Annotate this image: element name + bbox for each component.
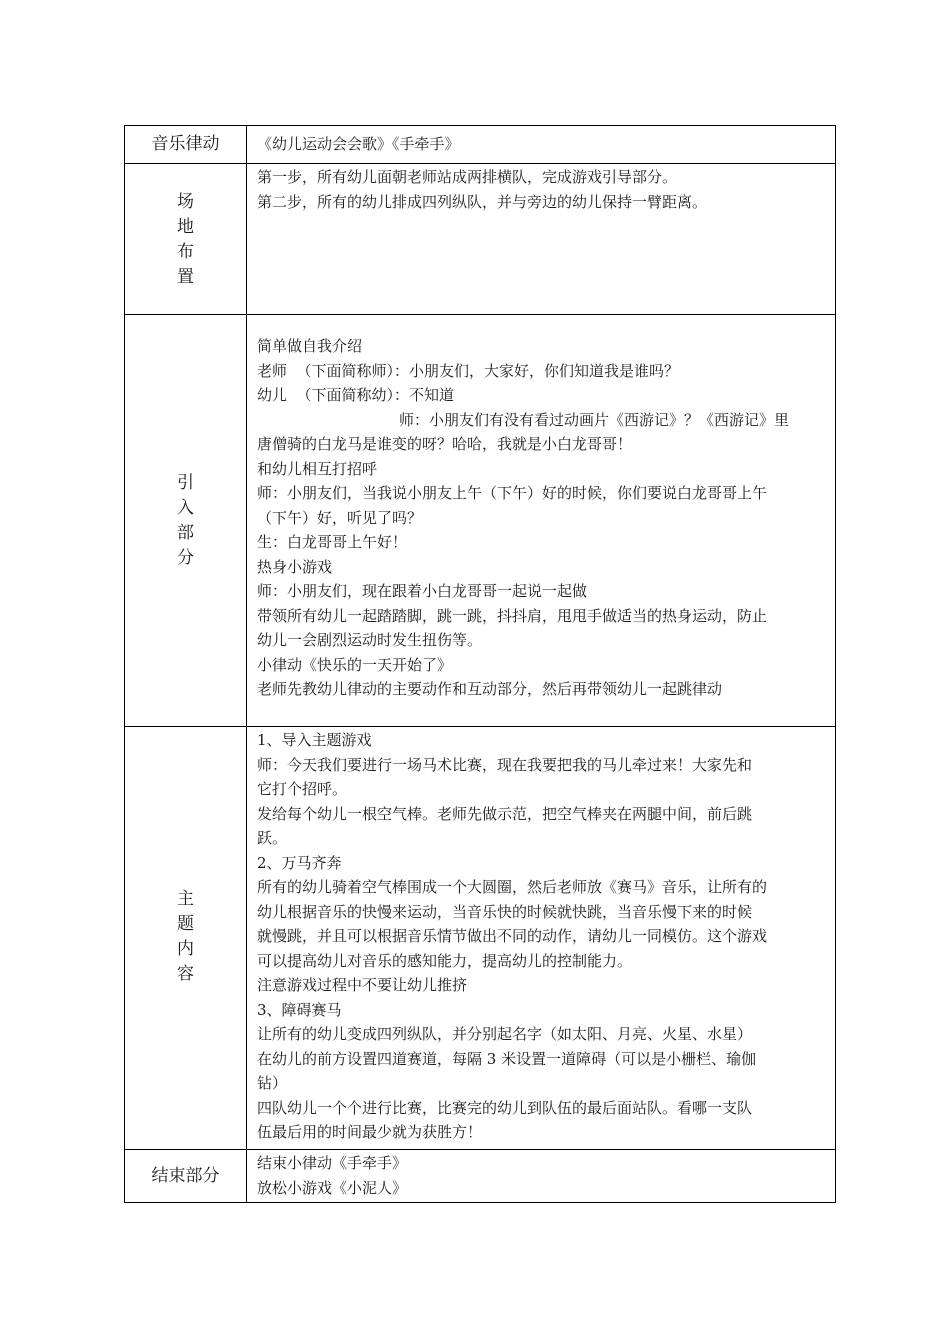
theme-line: 2、万马齐奔 [257, 853, 342, 872]
intro-line: （下午）好，听见了吗？ [257, 508, 423, 527]
theme-line: 幼儿根据音乐的快慢来运动，当音乐快的时候就快跳，当音乐慢下来的时候 [257, 902, 753, 921]
intro-line: 唐僧骑的白龙马是谁变的呀？哈哈，我就是小白龙哥哥！ [257, 435, 633, 453]
theme-line: 钻） [257, 1074, 288, 1092]
theme-label-char: 主 [177, 889, 194, 909]
theme-content-row [125, 727, 836, 1150]
intro-label-char: 分 [177, 548, 194, 568]
theme-line: 让所有的幼儿变成四列纵队，并分别起名字（如太阳、月亮、火星、水星） [257, 1025, 753, 1043]
theme-line: 在幼儿的前方设置四道赛道，每隔 3 米设置一道障碍（可以是小栅栏、瑜伽 [257, 1049, 757, 1068]
intro-line: 老师 （下面简称师）：小朋友们，大家好，你们知道我是谁吗？ [257, 361, 680, 380]
theme-content-label [125, 727, 246, 987]
venue-setup-content-cell [247, 164, 836, 315]
intro-line: 生：白龙哥哥上午好！ [257, 533, 408, 551]
ending-line: 放松小游戏《小泥人》 [257, 1178, 408, 1197]
venue-label-char: 地 [177, 217, 194, 237]
music-rhythm-content-cell [247, 126, 836, 164]
theme-label-char: 容 [177, 964, 194, 984]
theme-line: 伍最后用的时间最少就为获胜方！ [257, 1123, 483, 1141]
intro-label-char: 入 [177, 498, 194, 518]
theme-line: 3、障碍赛马 [257, 1000, 342, 1019]
intro-section-label-cell [125, 315, 247, 727]
theme-label-char: 内 [177, 939, 194, 959]
music-rhythm-content: 《幼儿运动会会歌》《手牵手》 [257, 135, 460, 153]
ending-section-label-cell [125, 1150, 247, 1203]
intro-line: 师：小朋友们，现在跟着小白龙哥哥一起说一起做 [257, 582, 588, 600]
venue-line: 第二步，所有的幼儿排成四列纵队，并与旁边的幼儿保持一臂距离。 [257, 192, 708, 211]
lesson-plan-table [124, 125, 836, 1203]
theme-label-char: 题 [177, 914, 194, 934]
intro-line: 老师先教幼儿律动的主要动作和互动部分，然后再带领幼儿一起跳律动 [257, 680, 723, 698]
intro-line: 热身小游戏 [257, 557, 333, 576]
venue-setup-row [125, 164, 836, 315]
theme-line: 跃。 [257, 829, 288, 847]
theme-line: 就慢跳，并且可以根据音乐情节做出不同的动作，请幼儿一同模仿。这个游戏 [257, 927, 768, 945]
intro-line: 幼儿一会剧烈运动时发生扭伤等。 [257, 631, 483, 649]
music-rhythm-label: 音乐律动 [151, 134, 220, 154]
theme-line: 师：今天我们要进行一场马术比赛，现在我要把我的马儿牵过来！大家先和 [257, 755, 753, 774]
theme-content-content-cell [247, 727, 836, 1150]
venue-setup-label-cell [125, 164, 247, 315]
intro-line: 幼儿 （下面简称幼）：不知道 [257, 386, 455, 404]
intro-section-label [125, 315, 246, 571]
theme-line: 1、导入主题游戏 [257, 731, 372, 749]
intro-line: 简单做自我介绍 [257, 337, 363, 355]
theme-line: 它打个招呼。 [257, 780, 348, 798]
venue-label-char: 布 [177, 242, 194, 262]
theme-line: 四队幼儿一个个进行比赛，比赛完的幼儿到队伍的最后面站队。看哪一支队 [257, 1098, 753, 1117]
intro-line: 师：小朋友们，当我说小朋友上午（下午）好的时候，你们要说白龙哥哥上午 [257, 484, 768, 502]
music-rhythm-row [125, 126, 836, 164]
intro-line: 和幼儿相互打招呼 [257, 459, 378, 478]
intro-label-char: 引 [177, 473, 194, 493]
intro-section-content-cell [247, 315, 836, 727]
theme-content-label-cell [125, 727, 247, 1150]
venue-label-char: 场 [177, 192, 194, 212]
ending-section-content-cell [247, 1150, 836, 1203]
intro-label-char: 部 [177, 523, 194, 543]
theme-line: 所有的幼儿骑着空气棒围成一个大圆圈，然后老师放《赛马》音乐，让所有的 [257, 878, 768, 896]
venue-label-char: 置 [177, 267, 194, 287]
ending-section-label: 结束部分 [151, 1166, 220, 1186]
music-rhythm-label-cell [125, 126, 247, 164]
venue-setup-label [125, 164, 246, 290]
intro-line: 师：小朋友们有没有看过动画片《西游记》？《西游记》里 [399, 410, 790, 429]
venue-line: 第一步，所有幼儿面朝老师站成两排横队，完成游戏引导部分。 [257, 168, 678, 186]
theme-line: 可以提高幼儿对音乐的感知能力，提高幼儿的控制能力。 [257, 951, 633, 970]
theme-line: 发给每个幼儿一根空气棒。老师先做示范，把空气棒夹在两腿中间，前后跳 [257, 804, 753, 823]
theme-line: 注意游戏过程中不要让幼儿推挤 [257, 976, 468, 994]
ending-line: 结束小律动《手牵手》 [257, 1154, 408, 1172]
intro-line: 小律动《快乐的一天开始了》 [257, 655, 453, 674]
intro-line: 带领所有幼儿一起踏踏脚，跳一跳，抖抖肩，甩甩手做适当的热身运动，防止 [257, 606, 768, 625]
ending-section-row [125, 1150, 836, 1203]
intro-section-row [125, 315, 836, 727]
